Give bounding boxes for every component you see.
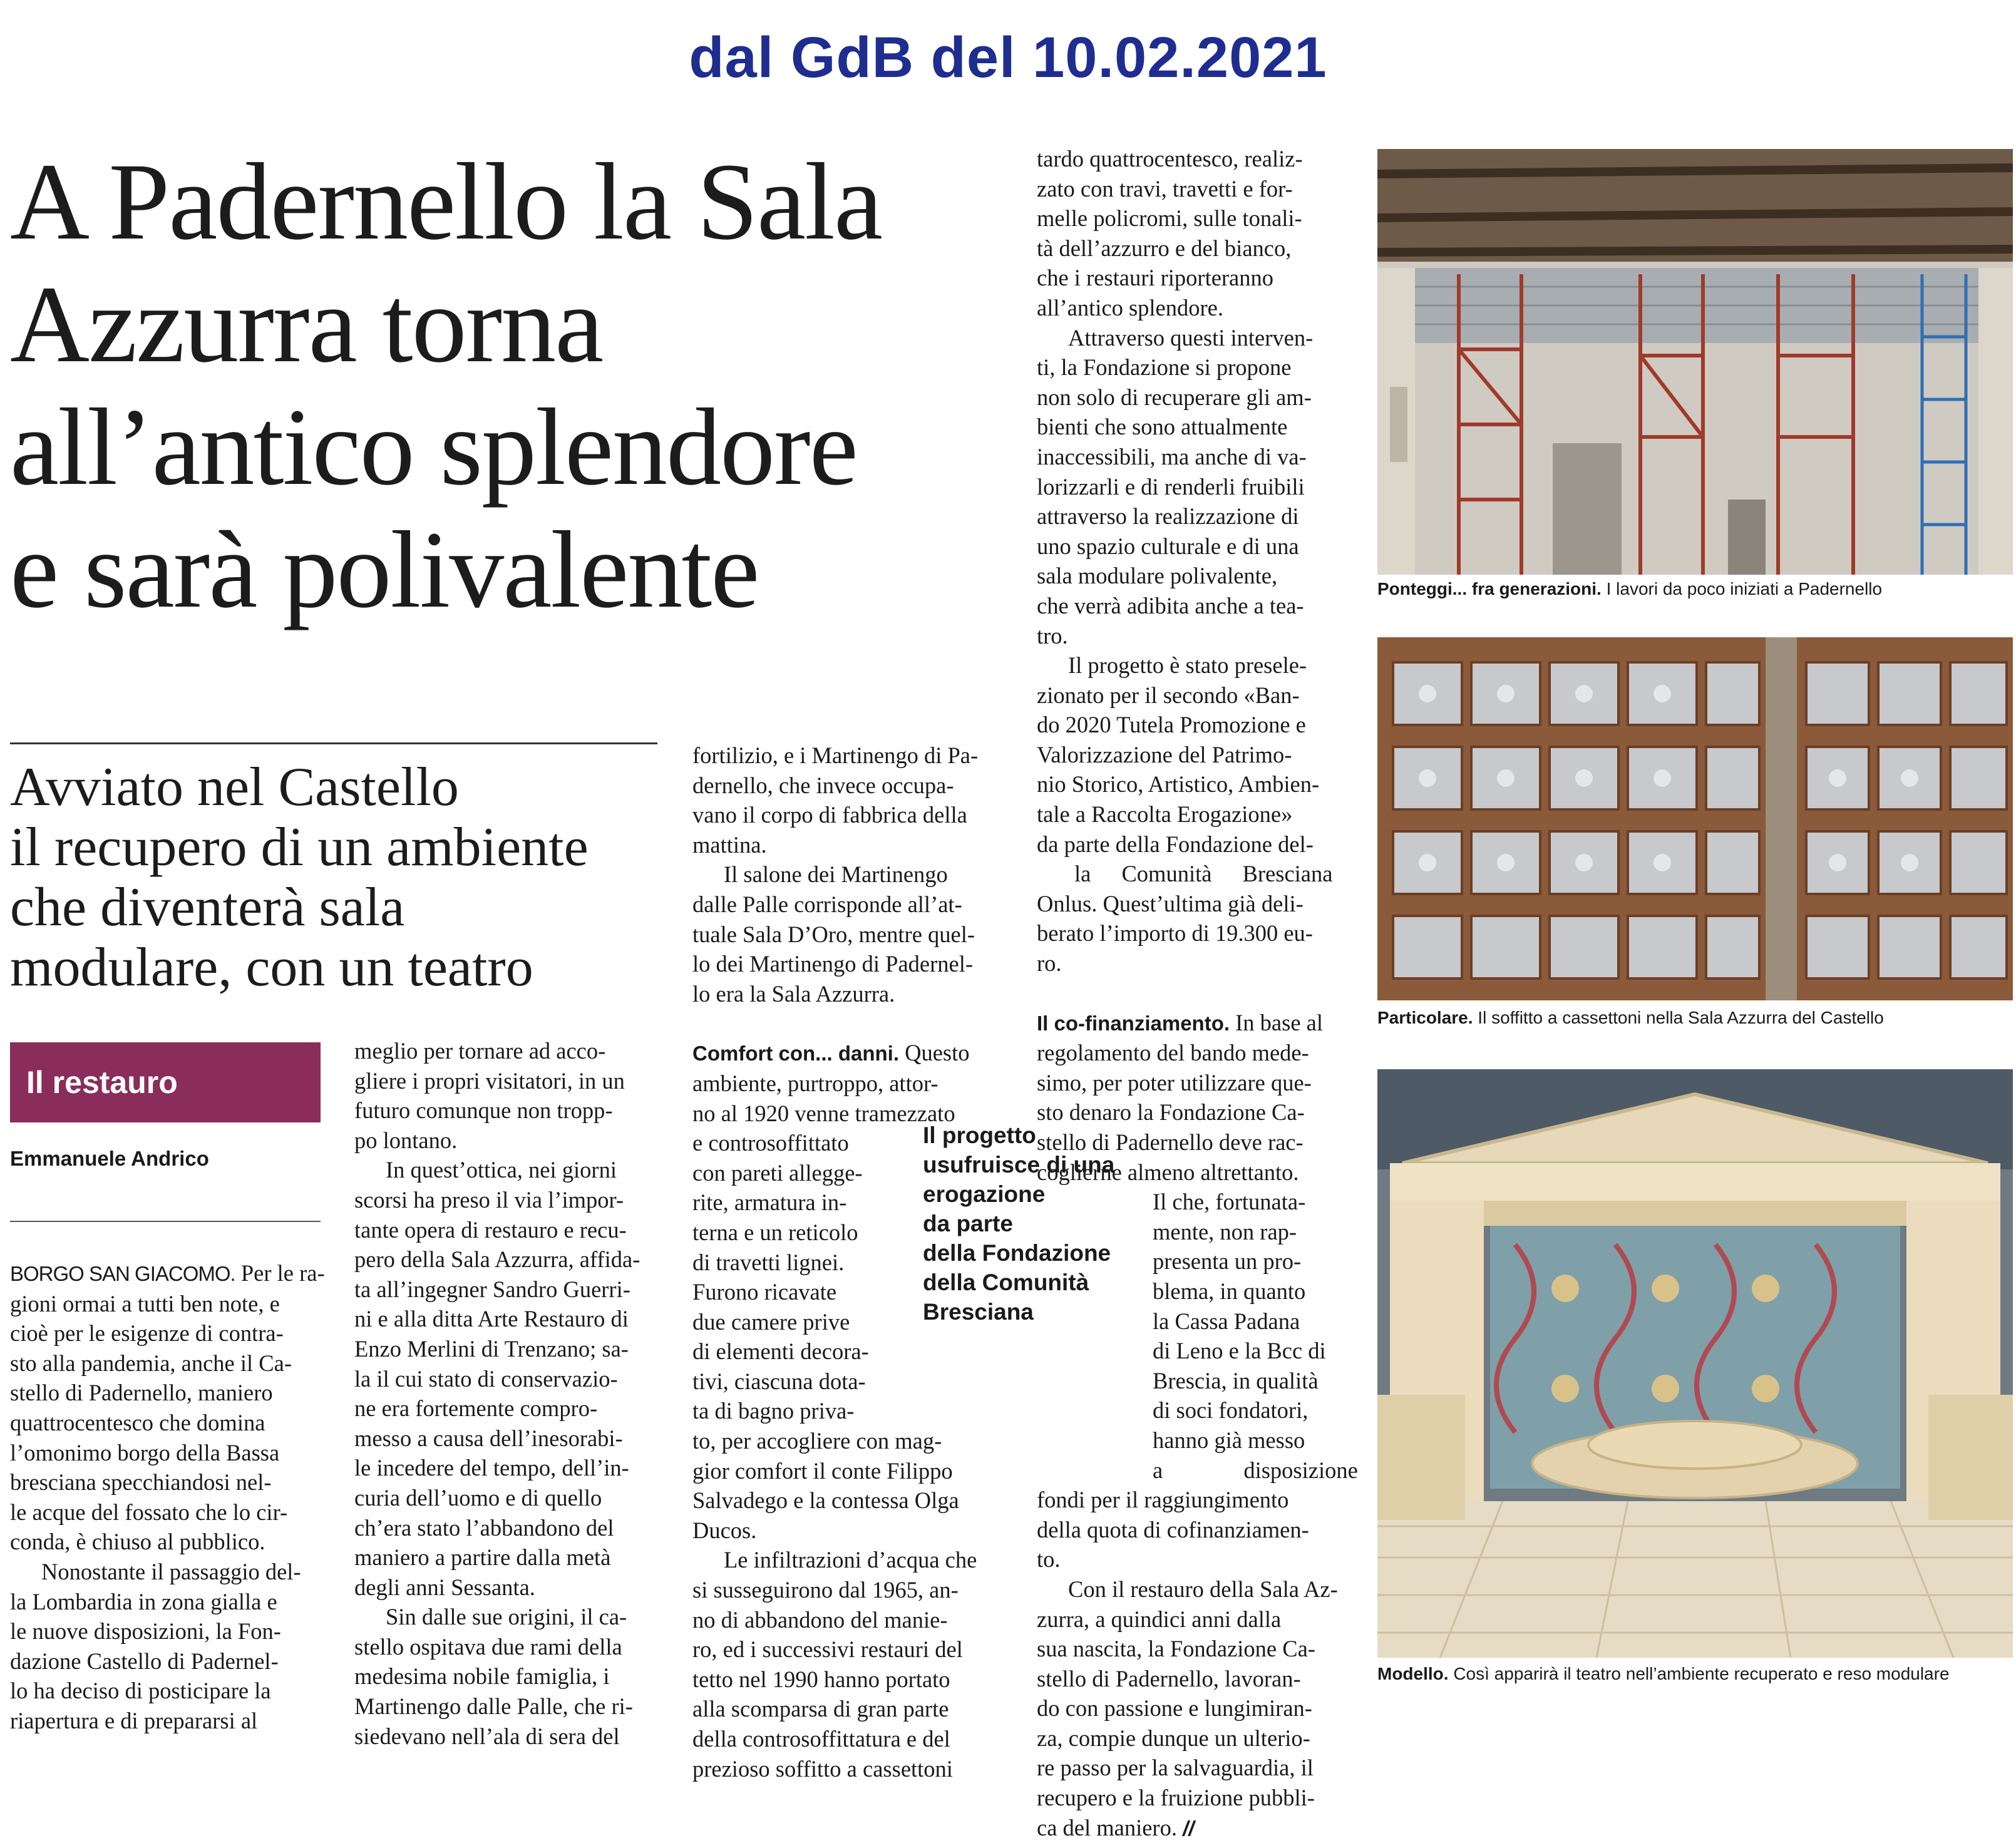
- text-line: tro.: [1037, 622, 1068, 649]
- text-line: quattrocentesco che domina: [10, 1409, 265, 1435]
- text-line: scorsi ha preso il via l’impor-: [354, 1186, 624, 1213]
- text-line: ch’era stato l’abbandono del: [354, 1514, 614, 1541]
- text-line: sua nascita, la Fondazione Ca-: [1037, 1636, 1315, 1662]
- text-line: Martinengo dalle Palle, che ri-: [354, 1693, 633, 1720]
- text-line: Attraverso questi interven-: [1068, 324, 1314, 351]
- text-line: tale a Raccolta Erogazione»: [1037, 801, 1293, 828]
- text-line: tardo quattrocentesco, realiz-: [1037, 146, 1303, 172]
- photo-caption: [1377, 579, 1882, 599]
- caption-text: I lavori da poco iniziati a Padernello: [1601, 579, 1883, 598]
- text-line: Onlus. Quest’ultima già deli-: [1037, 890, 1304, 916]
- text-line: bienti che sono attualmente: [1037, 414, 1288, 440]
- theatre-model-illustration: [1377, 1069, 2013, 1658]
- text-line: gliere i propri visitatori, in un: [354, 1067, 625, 1094]
- text-line: do con passione e lungimiran-: [1037, 1695, 1312, 1722]
- caption-title: Particolare.: [1377, 1008, 1473, 1027]
- text-line: la il cui stato di conservazio-: [354, 1365, 618, 1392]
- text-line: della quota di cofinanziamen-: [1037, 1516, 1309, 1543]
- text-line: siedevano nell’ala di sera del: [354, 1723, 620, 1749]
- text-line: regolamento del bando mede-: [1037, 1040, 1309, 1066]
- subheadline-line: il recupero di un ambiente: [10, 817, 589, 878]
- text-line: Le infiltrazioni d’acqua che: [724, 1547, 977, 1573]
- text-line: terna e un reticolo: [692, 1219, 858, 1245]
- text-line: re passo per la salvaguardia, il: [1037, 1755, 1314, 1781]
- text-line: simo, per poter utilizzare que-: [1037, 1069, 1312, 1096]
- photo-ceiling: [1377, 637, 2013, 1000]
- text-line: tuale Sala D’Oro, mentre quel-: [692, 921, 975, 947]
- text-line: ro.: [1037, 950, 1062, 977]
- text-line: Il progetto è stato presele-: [1068, 652, 1307, 679]
- section-tag: Il restauro: [10, 1042, 321, 1122]
- headline-line: A Padernello la Sala: [10, 141, 882, 263]
- text-line: berato l’importo di 19.300 eu-: [1037, 920, 1313, 947]
- text-line: lorizzarli e di renderli fruibili: [1037, 473, 1305, 500]
- paragraph-gap: [1037, 978, 1350, 1008]
- text-line: si susseguirono dal 1965, an-: [692, 1577, 959, 1603]
- headline-line: all’antico splendore: [10, 386, 857, 508]
- photo-theatre-model: [1377, 1069, 2013, 1658]
- text-line: [692, 1038, 1012, 1069]
- paragraph-subhead: Comfort con... danni.: [692, 1042, 899, 1065]
- text-line: attraverso la realizzazione di: [1037, 503, 1299, 530]
- text-line: tivi, ciascuna dota-: [692, 1368, 866, 1394]
- text-line: tetto nel 1990 hanno portato: [692, 1666, 950, 1692]
- text-line: dernello, che invece occupa-: [692, 772, 954, 798]
- text-line: zato con travi, travetti e for-: [1037, 175, 1293, 202]
- text-line: che verrà adibita anche a tea-: [1037, 592, 1304, 619]
- headline-line: e sarà polivalente: [10, 509, 759, 631]
- scaffolding-illustration: [1377, 149, 2013, 575]
- text-line: melle policromi, sulle tonali-: [1037, 205, 1302, 232]
- divider: [10, 1221, 321, 1222]
- text-line: gioni ormai a tutti ben note, e: [10, 1290, 280, 1317]
- text-line: presenta un pro-: [1153, 1248, 1302, 1275]
- subheadline: [10, 757, 661, 998]
- text-line-part: ca del maniero.: [1037, 1814, 1177, 1840]
- text-line: ro, ed i successivi restauri del: [692, 1636, 963, 1663]
- pull-quote-line: erogazione: [923, 1181, 1046, 1207]
- text-line: da parte della Fondazione del-: [1037, 831, 1314, 857]
- text-line: la Lombardia in zona gialla e: [10, 1588, 277, 1615]
- text-line: la Cassa Padana: [1153, 1308, 1300, 1334]
- text-line: conda, è chiuso al pubblico.: [10, 1529, 265, 1555]
- pull-quote-line: Bresciana: [923, 1299, 1034, 1325]
- dateline: BORGO SAN GIACOMO.: [10, 1262, 235, 1285]
- caption-title: Ponteggi... fra generazioni.: [1377, 579, 1602, 598]
- text-line: rite, armatura in-: [692, 1189, 847, 1216]
- text-line: to.: [1037, 1546, 1061, 1573]
- text-line: maniero a partire dalla metà: [354, 1544, 611, 1571]
- text-line: ta di bagno priva-: [692, 1398, 855, 1424]
- text-line: dalle Palle corrisponde all’at-: [692, 891, 962, 917]
- paragraph-subhead: Il co-finanziamento.: [1037, 1011, 1230, 1035]
- text-line: lo ha deciso di posticipare la: [10, 1678, 271, 1704]
- text-line: tà dell’azzurro e del bianco,: [1037, 235, 1292, 261]
- text-line: bresciana specchiandosi nel-: [10, 1469, 272, 1496]
- text-line: inaccessibili, ma anche di va-: [1037, 443, 1307, 470]
- text-line: stello ospitava due rami della: [354, 1633, 622, 1660]
- text-line: nio Storico, Artistico, Ambien-: [1037, 771, 1320, 798]
- text-line: Salvadego e la contessa Olga: [692, 1487, 959, 1514]
- text-line: meglio per tornare ad acco-: [354, 1038, 606, 1064]
- subheadline-line: Avviato nel Castello: [10, 757, 459, 818]
- text-line: stello di Padernello, lavoran-: [1037, 1665, 1301, 1692]
- article-column-1: [10, 1258, 323, 1736]
- text-line: fortilizio, e i Martinengo di Pa-: [692, 742, 979, 768]
- text-line: che i restauri riporteranno: [1037, 265, 1274, 291]
- text-line: [10, 1258, 323, 1289]
- text-line: Il che, fortunata-: [1153, 1189, 1306, 1215]
- text-line: mattina.: [692, 831, 767, 858]
- divider: [10, 742, 657, 744]
- text-line: di soci fondatori,: [1153, 1397, 1309, 1424]
- headline: [10, 141, 1012, 632]
- text-line: gior comfort il conte Filippo: [692, 1457, 953, 1484]
- byline: Emmanuele Andrico: [10, 1147, 209, 1170]
- text-line: alla scomparsa di gran parte: [692, 1696, 949, 1722]
- text-line: le nuove disposizioni, la Fon-: [10, 1618, 281, 1645]
- text-line: non solo di recuperare gli am-: [1037, 384, 1312, 410]
- text-line: [1037, 1813, 1350, 1843]
- text-line: Nonostante il passaggio del-: [41, 1558, 301, 1584]
- text-line: uno spazio culturale e di una: [1037, 533, 1299, 559]
- text-line: ta all’ingegner Sandro Guerri-: [354, 1276, 630, 1302]
- text-line: curia dell’uomo e di quello: [354, 1484, 602, 1511]
- text-line: za, compie dunque un ulterio-: [1037, 1725, 1310, 1751]
- text-line: all’antico splendore.: [1037, 294, 1223, 321]
- subheadline-line: modulare, con un teatro: [10, 937, 533, 998]
- text-line: recupero e la fruizione pubbli-: [1037, 1785, 1315, 1811]
- text-line-part: Questo: [905, 1040, 970, 1066]
- pull-quote-line: della Comunità: [923, 1270, 1089, 1295]
- pull-quote-line: della Fondazione: [923, 1240, 1111, 1266]
- text-line: e controsoffittato: [692, 1130, 849, 1156]
- text-line: le acque del fossato che lo cir-: [10, 1499, 288, 1525]
- text-line: riapertura e di prepararsi al: [10, 1707, 258, 1733]
- text-line: prezioso soffitto a cassettoni: [692, 1755, 953, 1782]
- text-line: In quest’ottica, nei giorni: [386, 1157, 617, 1183]
- text-line: lo era la Sala Azzurra.: [692, 980, 895, 1007]
- text-line: Con il restauro della Sala Az-: [1068, 1576, 1338, 1602]
- text-line: di Leno e la Bcc di: [1153, 1338, 1326, 1364]
- text-line: lo dei Martinengo di Padernel-: [692, 951, 974, 977]
- ceiling-illustration: [1377, 637, 2013, 1000]
- text-line: sala modulare polivalente,: [1037, 563, 1278, 589]
- text-line: sto denaro la Fondazione Ca-: [1037, 1099, 1305, 1126]
- text-line: la Comunità Bresciana: [1074, 861, 1333, 887]
- text-line: della controsoffittatura e del: [692, 1726, 950, 1752]
- text-line: Enzo Merlini di Trenzano; sa-: [354, 1335, 629, 1362]
- text-line: ti, la Fondazione si propone: [1037, 354, 1292, 381]
- text-line-part: Per le ra-: [240, 1260, 325, 1286]
- pull-quote-line: Il progetto: [923, 1122, 1036, 1148]
- caption-title: Modello.: [1377, 1664, 1449, 1683]
- text-line: due camere prive: [692, 1308, 850, 1335]
- masthead: dal GdB del 10.02.2021: [689, 26, 1327, 90]
- photo-caption: [1377, 1008, 1884, 1028]
- article-column-4: [1037, 144, 1358, 1843]
- caption-text: Così apparirà il teatro nell’ambiente recuperato e reso modulare: [1448, 1664, 1950, 1683]
- text-line: Il salone dei Martinengo: [724, 861, 948, 888]
- text-line: Ducos.: [692, 1517, 757, 1543]
- text-line: le incedere del tempo, dell’in-: [354, 1455, 629, 1481]
- caption-text: Il soffitto a cassettoni nella Sala Azzurra del Castello: [1473, 1008, 1884, 1027]
- article-column-2: [354, 1036, 667, 1751]
- text-line: di travetti lignei.: [692, 1249, 845, 1275]
- text-line: ambiente, purtroppo, attor-: [692, 1070, 939, 1096]
- end-mark: //: [1183, 1816, 1195, 1840]
- text-line: [1037, 1008, 1350, 1039]
- text-line: dazione Castello di Padernel-: [10, 1648, 279, 1674]
- text-line: messo a causa dell’inesorabi-: [354, 1425, 623, 1451]
- text-line: Brescia, in qualità: [1153, 1367, 1319, 1394]
- text-line: medesima nobile famiglia, i: [354, 1663, 610, 1690]
- paragraph-gap: [692, 1009, 1012, 1038]
- photo-scaffolding: [1377, 149, 2013, 575]
- text-line: vano il corpo di fabbrica della: [692, 802, 967, 828]
- text-line: l’omonimo borgo della Bassa: [10, 1439, 280, 1466]
- text-line: degli anni Sessanta.: [354, 1574, 535, 1600]
- text-line-part: In base al: [1235, 1009, 1324, 1035]
- pull-quote-line: da parte: [923, 1211, 1013, 1236]
- text-line: po lontano.: [354, 1127, 458, 1153]
- text-line: pero della Sala Azzurra, affida-: [354, 1246, 640, 1273]
- pull-quote-line: usufruisce di una: [923, 1152, 1115, 1178]
- text-line: coglierne almeno altrettanto.: [1037, 1159, 1299, 1185]
- subheadline-line: che diventerà sala: [10, 877, 405, 938]
- text-line: con pareti allegge-: [692, 1159, 863, 1186]
- text-line: do 2020 Tutela Promozione e: [1037, 712, 1306, 738]
- text-line: ne era fortemente compro-: [354, 1395, 598, 1422]
- text-line: hanno già messo: [1153, 1427, 1305, 1453]
- text-line: zionato per il secondo «Ban-: [1037, 682, 1300, 708]
- text-line: a disposizione: [1153, 1457, 1358, 1483]
- text-line: Sin dalle sue origini, il ca-: [386, 1604, 627, 1630]
- text-line: cioè per le esigenze di contra-: [10, 1320, 284, 1347]
- photo-caption: [1377, 1664, 1950, 1684]
- text-line: di elementi decora-: [692, 1338, 869, 1365]
- text-line: fondi per il raggiungimento: [1037, 1487, 1289, 1513]
- text-line: mente, non rap-: [1153, 1218, 1297, 1245]
- text-line: futuro comunque non tropp-: [354, 1097, 613, 1124]
- text-line: sto alla pandemia, anche il Ca-: [10, 1350, 292, 1376]
- text-line: tante opera di restauro e recu-: [354, 1216, 627, 1243]
- text-line: to, per accogliere con mag-: [692, 1428, 942, 1454]
- text-line: ni e alla ditta Arte Restauro di: [354, 1306, 629, 1332]
- text-line: stello di Padernello, maniero: [10, 1380, 273, 1406]
- text-line: stello di Padernello deve rac-: [1037, 1129, 1304, 1155]
- text-line: Valorizzazione del Patrimo-: [1037, 741, 1292, 767]
- text-line: no al 1920 venne tramezzato: [692, 1100, 955, 1126]
- text-line: zurra, a quindici anni dalla: [1037, 1606, 1282, 1632]
- text-line: Furono ricavate: [692, 1279, 837, 1305]
- text-line: blema, in quanto: [1153, 1278, 1306, 1304]
- headline-line: Azzurra torna: [10, 264, 603, 386]
- text-line: no di abbandono del manie-: [692, 1606, 948, 1633]
